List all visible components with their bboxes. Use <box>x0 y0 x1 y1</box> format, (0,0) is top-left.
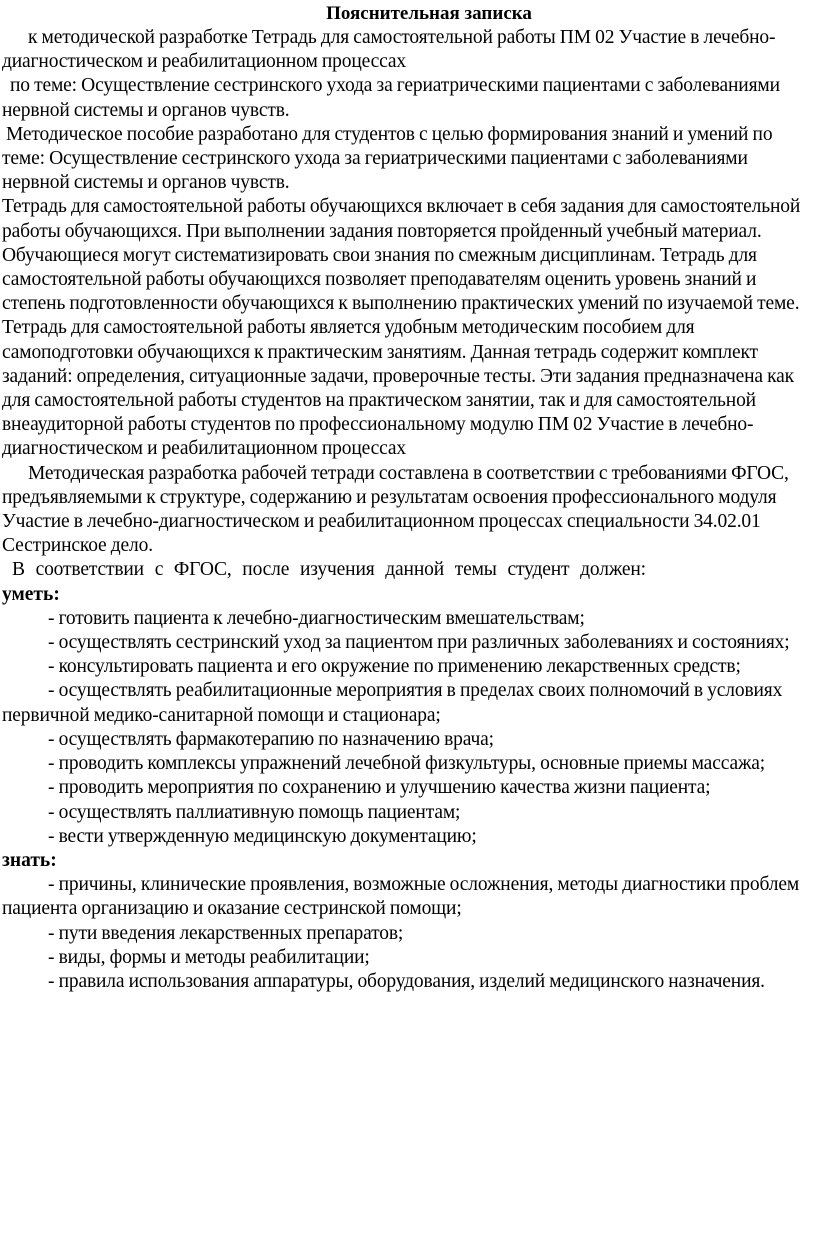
paragraph-topic: по теме: Осуществление сестринского ухода за гериатрическими пациентами с заболеваниями нервной системы и органов чувств. <box>2 75 780 121</box>
document-title: Пояснительная записка <box>326 3 532 24</box>
skill-item: - осуществлять сестринский уход за пациентом при различных заболеваниях и состояниях; <box>48 632 790 654</box>
paragraph-standard: Методическая разработка рабочей тетради составлена в соответствии с требованиями ФГОС, предъявляемыми к структуре, содержанию и результатам освоения профессионального модуля Участие в лечебно-диагностическом и реабилитационном процессах специальности 34.02.01 Сестринское дело. <box>2 462 789 557</box>
skills-heading: уметь: <box>2 583 60 605</box>
skill-item: - осуществлять реабилитационные мероприятия в пределах своих полномочий в условиях первичной медико-санитарной помощи и стационара; <box>2 680 783 726</box>
skill-item: - осуществлять фармакотерапию по назначению врача; <box>48 728 494 750</box>
knowledge-item: - правила использования аппаратуры, оборудования, изделий медицинского назначения. <box>48 970 765 992</box>
skill-item: - консультировать пациента и его окружение по применению лекарственных средств; <box>48 656 741 678</box>
skill-item: - проводить комплексы упражнений лечебной физкультуры, основные приемы массажа; <box>48 753 766 775</box>
skill-item: - вести утвержденную медицинскую документацию; <box>48 825 477 847</box>
knowledge-item: - виды, формы и методы реабилитации; <box>48 946 370 968</box>
paragraph-intro: к методической разработке Тетрадь для самостоятельной работы ПМ 02 Участие в лечебно-диагностическом и реабилитационном процессах <box>2 27 776 73</box>
skill-item: - готовить пациента к лечебно-диагностическим вмешательствам; <box>48 607 585 629</box>
paragraph-purpose: Методическое пособие разработано для студентов с целью формирования знаний и умений по теме: Осуществление сестринского ухода за гериатрическими пациентами с заболеваниями нервной системы и органов чувств. <box>2 123 773 194</box>
knowledge-item: - пути введения лекарственных препаратов; <box>48 922 404 944</box>
paragraph-description: Тетрадь для самостоятельной работы обучающихся включает в себя задания для самостоятельной работы обучающихся. При выполнении задания повторяется пройденный учебный материал. Обучающиеся могут систематизировать свои знания по смежным дисциплинам. Тетрадь для самостоятельной работы обучающихся позволяет преподавателям оценить уровень знаний и степень подготовленности обучающихся к выполнению практических умений по изучаемой теме. Тетрадь для самостоятельной работы является удобным методическим пособием для самоподготовки обучающихся к практическим занятиям. Данная тетрадь содержит комплект заданий: определения, ситуационные задачи, проверочные тесты. Эти задания предназначена как для самостоятельной работы студентов на практическом занятии, так и для самостоятельной внеаудиторной работы студентов по профессиональному модулю ПМ 02 Участие в лечебно-диагностическом и реабилитационном процессах <box>2 196 801 460</box>
paragraph-requirements: В соответствии с ФГОС, после изучения данной темы студент должен: <box>12 559 646 581</box>
knowledge-item: - причины, клинические проявления, возможные осложнения, методы диагностики проблем пациента организацию и оказание сестринской помощи; <box>2 874 800 920</box>
skill-item: - осуществлять паллиативную помощь пациентам; <box>48 801 461 823</box>
knowledge-heading: знать: <box>2 849 57 871</box>
skill-item: - проводить мероприятия по сохранению и улучшению качества жизни пациента; <box>48 777 711 799</box>
